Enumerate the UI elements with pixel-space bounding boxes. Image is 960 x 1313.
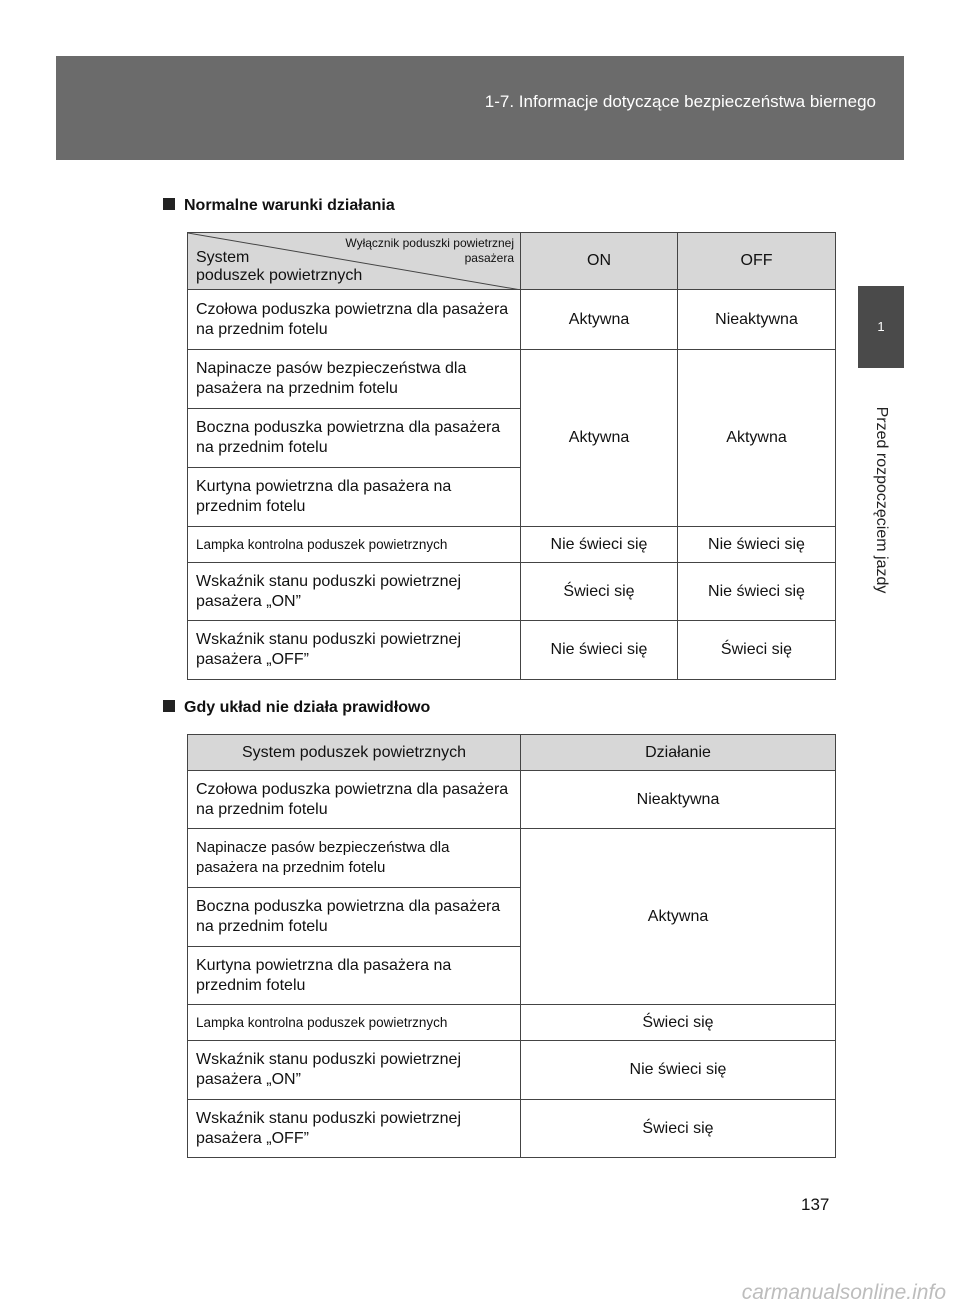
row-label: Wskaźnik stanu poduszki powietrznej pasażera „ON” [188, 1041, 521, 1100]
table-row [188, 771, 836, 829]
square-bullet-icon [163, 198, 175, 210]
cell-off-merged: Aktywna [678, 350, 836, 527]
header-switch-label: Wyłącznik poduszki powietrznej pasażera [345, 236, 514, 265]
square-bullet-icon [163, 700, 175, 712]
table-row [188, 1100, 836, 1158]
row-label: Wskaźnik stanu poduszki powietrznej pasażera „ON” [188, 563, 521, 621]
table-row [188, 563, 836, 621]
cell-on: Świeci się [521, 563, 678, 621]
cell-on: Nie świeci się [521, 527, 678, 563]
row-label: Lampka kontrolna poduszek powietrznych [188, 527, 521, 563]
chapter-title: 1-7. Informacje dotyczące bezpieczeństwa biernego [484, 92, 876, 111]
normal-conditions-table [187, 232, 836, 680]
table-row [188, 350, 836, 409]
header-bar [56, 56, 904, 160]
diagonal-header-cell [188, 233, 521, 290]
cell-action: Świeci się [521, 1100, 836, 1158]
table-header-row [188, 735, 836, 771]
row-label: Boczna poduszka powietrzna dla pasażera na przednim fotelu [188, 888, 521, 947]
cell-on: Aktywna [521, 290, 678, 350]
cell-off: Nie świeci się [678, 563, 836, 621]
column-header-action: Działanie [521, 735, 836, 771]
table-row [188, 290, 836, 350]
table-row [188, 527, 836, 563]
cell-action: Nieaktywna [521, 771, 836, 829]
table-row [188, 621, 836, 680]
cell-off: Nie świeci się [678, 527, 836, 563]
row-label: Napinacze pasów bezpieczeństwa dla pasażera na przednim fotelu [188, 350, 521, 409]
row-label: Czołowa poduszka powietrzna dla pasażera na przednim fotelu [188, 771, 521, 829]
table-header-row [188, 233, 836, 290]
cell-on: Nie świeci się [521, 621, 678, 680]
row-label: Lampka kontrolna poduszek powietrznych [188, 1005, 521, 1041]
table-row [188, 829, 836, 888]
cell-off: Świeci się [678, 621, 836, 680]
table-row [188, 1041, 836, 1100]
watermark: carmanualsonline.info [741, 1281, 946, 1304]
cell-on-merged: Aktywna [521, 350, 678, 527]
row-label: Kurtyna powietrzna dla pasażera na przednim fotelu [188, 468, 521, 527]
column-header-on: ON [521, 233, 678, 290]
page-number: 137 [801, 1195, 830, 1214]
chapter-tab-text: Przed rozpoczęciem jazdy [873, 406, 890, 594]
fault-conditions-table [187, 734, 836, 1158]
column-header-system: System poduszek powietrznych [188, 735, 521, 771]
cell-action-merged: Aktywna [521, 829, 836, 1005]
row-label: Boczna poduszka powietrzna dla pasażera na przednim fotelu [188, 409, 521, 468]
row-label: Czołowa poduszka powietrzna dla pasażera na przednim fotelu [188, 290, 521, 350]
table-row [188, 1005, 836, 1041]
row-label: Wskaźnik stanu poduszki powietrznej pasażera „OFF” [188, 1100, 521, 1158]
row-label: Wskaźnik stanu poduszki powietrznej pasażera „OFF” [188, 621, 521, 680]
chapter-tab-number: 1 [858, 286, 904, 368]
section-title-normal: Normalne warunki działania [163, 197, 395, 215]
column-header-off: OFF [678, 233, 836, 290]
row-label: Napinacze pasów bezpieczeństwa dla pasażera na przednim fotelu [188, 829, 521, 888]
cell-action: Świeci się [521, 1005, 836, 1041]
cell-off: Nieaktywna [678, 290, 836, 350]
section-title-fault: Gdy układ nie działa prawidłowo [163, 699, 430, 717]
header-system-label: System poduszek powietrznych [196, 249, 363, 284]
cell-action: Nie świeci się [521, 1041, 836, 1100]
row-label: Kurtyna powietrzna dla pasażera na przednim fotelu [188, 947, 521, 1005]
